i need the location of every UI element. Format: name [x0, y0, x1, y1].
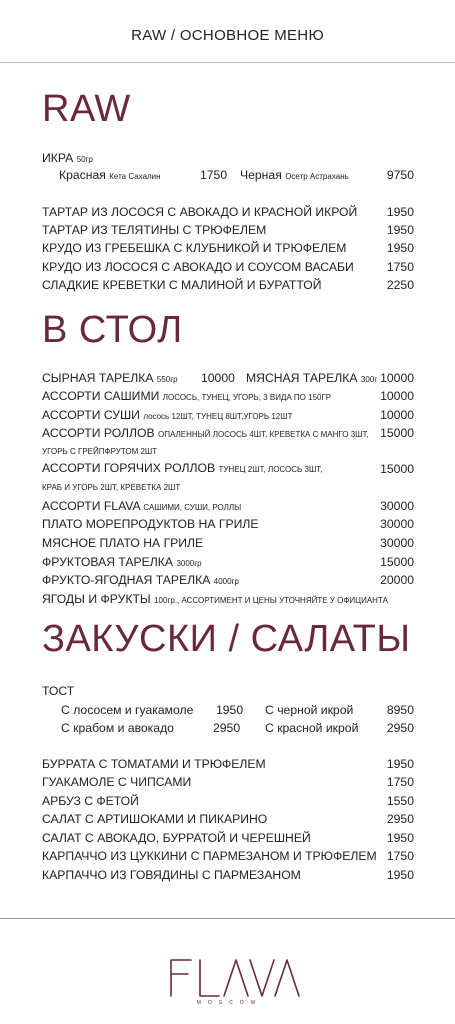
section-title-raw: RAW [42, 88, 131, 130]
menu-item-name: ТАРТАР ИЗ ТЕЛЯТИНЫ С ТРЮФЕЛЕМ [42, 223, 267, 237]
menu-item-name: САЛАТ С АРТИШОКАМИ И ПИКАРИНО [42, 812, 268, 826]
berries: ЯГОДЫ И ФРУКТЫ 100гр., АССОРТИМЕНТ И ЦЕНЫ УТОЧНЯЙТЕ У ОФИЦИАНТА [42, 592, 388, 606]
section-title-table: В СТОЛ [42, 309, 183, 351]
sushi: АССОРТИ СУШИ лосось 12ШТ, ТУНЕЦ 8ШТ,УГОРЬ 12ШТ [42, 408, 293, 422]
menu-item-name: ПЛАТО МОРЕПРОДУКТОВ НА ГРИЛЕ [42, 517, 259, 531]
sushi-price: 10000 [380, 408, 414, 422]
caviar-red: Красная Кета Сахалин [59, 168, 161, 182]
menu-item-price: 1950 [386, 241, 414, 255]
menu-item-price: 1950 [386, 757, 414, 771]
menu-item-price: 1950 [386, 223, 414, 237]
sashimi: АССОРТИ САШИМИ ЛОСОСЬ, ТУНЕЦ, УГОРЬ, 3 ВИДА ПО 150ГР [42, 389, 332, 403]
menu-item-name: ТАРТАР ИЗ ЛОСОСЯ С АВОКАДО И КРАСНОЙ ИКРОЙ [42, 205, 358, 219]
toast-red: С красной икрой [265, 721, 359, 735]
menu-item-price: 1750 [386, 260, 414, 274]
cheese-plate: СЫРНАЯ ТАРЕЛКА 550гр [42, 371, 178, 385]
menu-item-name: КРУДО ИЗ ЛОСОСЯ С АВОКАДО И СОУСОМ ВАСАБИ [42, 260, 354, 274]
flava-assorti-price: 30000 [380, 499, 414, 513]
sashimi-price: 10000 [380, 389, 414, 403]
menu-item-price: 30000 [380, 517, 414, 531]
caviar-red-price: 1750 [200, 168, 228, 182]
caviar-label: ИКРА 50гр [42, 151, 93, 165]
menu-item-price: 1950 [386, 831, 414, 845]
menu-item-name: ГУАКАМОЛЕ С ЧИПСАМИ [42, 775, 192, 789]
logo-city: MOSCOW [196, 1000, 263, 1006]
menu-item-price: 2250 [386, 278, 414, 292]
rolls: АССОРТИ РОЛЛОВ ОПАЛЕННЫЙ ЛОСОСЬ 4ШТ, КРЕВЕТКА С МАНГО 3ШТ, [42, 426, 369, 440]
hot-rolls: АССОРТИ ГОРЯЧИХ РОЛЛОВ ТУНЕЦ 2ШТ, ЛОСОСЬ 3ШТ, [42, 461, 323, 475]
menu-item-price: 1950 [386, 205, 414, 219]
flava-assorti: АССОРТИ FLAVA САШИМИ, СУШИ, РОЛЛЫ [42, 499, 242, 513]
menu-item-price: 30000 [380, 536, 414, 550]
flava-logo [0, 952, 455, 1012]
menu-item-name: БУРРАТА С ТОМАТАМИ И ТРЮФЕЛЕМ [42, 757, 266, 771]
rolls-price: 15000 [380, 426, 414, 440]
caviar-black: Черная Осетр Астрахань [240, 168, 349, 182]
menu-item-name: КАРПАЧЧО ИЗ ГОВЯДИНЫ С ПАРМЕЗАНОМ [42, 868, 301, 882]
toast-crab: С крабом и авокадо [61, 721, 174, 735]
menu-item-price: 2950 [386, 812, 414, 826]
menu-item-name: КАРПАЧЧО ИЗ ЦУККИНИ С ПАРМЕЗАНОМ И ТРЮФЕЛЕМ [42, 849, 377, 863]
menu-title: RAW / ОСНОВНОЕ МЕНЮ [131, 27, 324, 44]
footer-divider [0, 918, 455, 919]
cheese-plate-price: 10000 [201, 371, 235, 385]
menu-item-price: 20000 [380, 573, 414, 587]
menu-item-name: ФРУКТОВАЯ ТАРЕЛКА 3000гр [42, 555, 202, 569]
toast-red-price: 2950 [386, 721, 414, 735]
menu-item-price: 1750 [386, 775, 414, 789]
menu-item-price: 15000 [380, 555, 414, 569]
menu-item-name: АРБУЗ С ФЕТОЙ [42, 794, 139, 808]
caviar-black-price: 9750 [386, 168, 414, 182]
toast-crab-price: 2950 [213, 721, 241, 735]
hot-rolls-price: 15000 [380, 462, 414, 476]
menu-item-name: СЛАДКИЕ КРЕВЕТКИ С МАЛИНОЙ И БУРАТТОЙ [42, 278, 322, 292]
menu-item-price: 1550 [386, 794, 414, 808]
menu-item-name: САЛАТ С АВОКАДО, БУРРАТОЙ И ЧЕРЕШНЕЙ [42, 831, 311, 845]
hot-rolls-note-line2: КРАБ И УГОРЬ 2ШТ, КРЕВЕТКА 2ШТ [42, 483, 181, 492]
menu-item-name: КРУДО ИЗ ГРЕБЕШКА С КЛУБНИКОЙ И ТРЮФЕЛЕМ [42, 241, 347, 255]
menu-item-name: ФРУКТО-ЯГОДНАЯ ТАРЕЛКА 4000гр [42, 573, 239, 587]
meat-plate-price: 10000 [380, 371, 414, 385]
rolls-note-line2: УГОРЬ С ГРЕЙПФРУТОМ 2ШТ [42, 447, 158, 456]
toast-label: ТОСТ [42, 684, 75, 698]
menu-item-price: 1750 [386, 849, 414, 863]
toast-black: С черной икрой [265, 703, 354, 717]
menu-item-price: 1950 [386, 868, 414, 882]
section-title-snacks: ЗАКУСКИ / САЛАТЫ [42, 618, 411, 660]
meat-plate: МЯСНАЯ ТАРЕЛКА 300г [246, 371, 378, 385]
toast-salmon: С лососем и гуакамоле [61, 703, 194, 717]
toast-salmon-price: 1950 [216, 703, 244, 717]
toast-black-price: 8950 [386, 703, 414, 717]
menu-item-name: МЯСНОЕ ПЛАТО НА ГРИЛЕ [42, 536, 204, 550]
menu-header [0, 0, 455, 63]
